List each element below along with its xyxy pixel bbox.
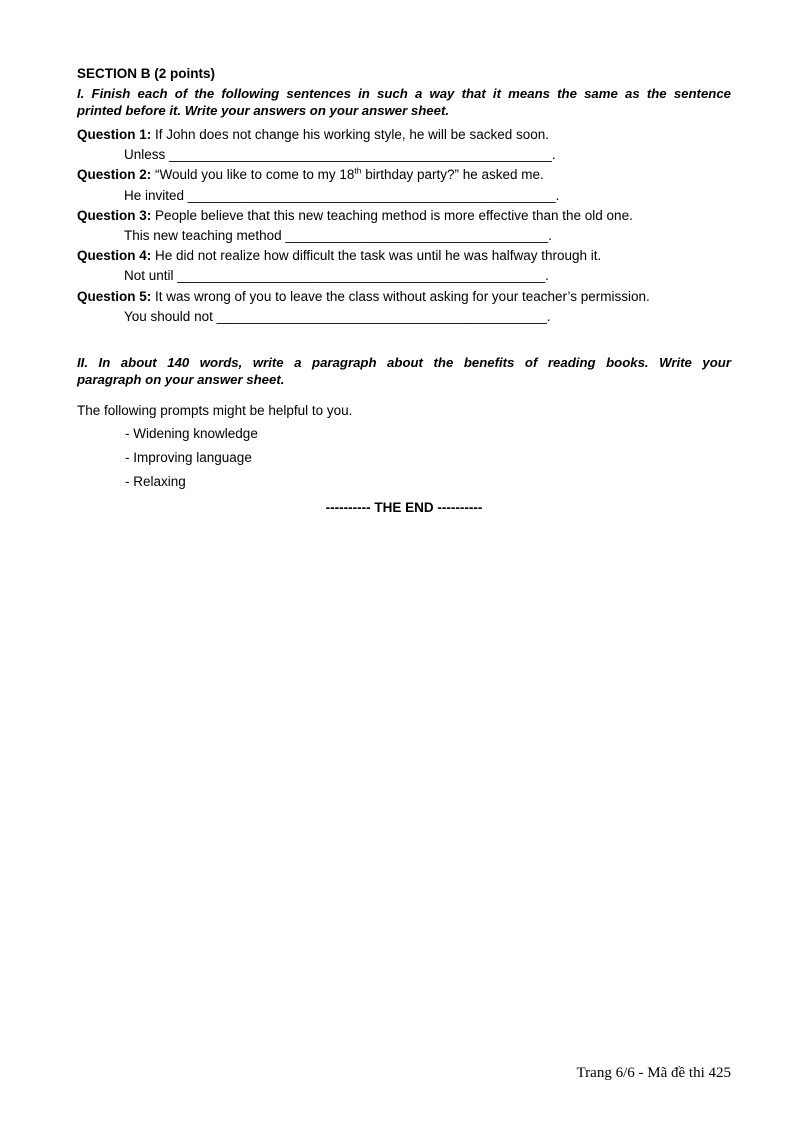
question-5-line <box>77 287 731 307</box>
question-4-line <box>77 246 731 266</box>
part2-instruction <box>77 355 731 388</box>
question-2-label: Question 2: <box>77 167 152 183</box>
question-3-answer-line: This new teaching method ___________________________________. <box>124 228 552 244</box>
ordinal-superscript: th <box>354 165 362 176</box>
question-1-line <box>77 125 731 145</box>
question-3-text: People believe that this new teaching method is more effective than the old one. <box>151 207 633 223</box>
question-5-text: It was wrong of you to leave the class without asking for your teacher’s permission. <box>151 288 650 304</box>
part1-instruction <box>77 86 731 119</box>
part1-instruction-line1: I. Finish each of the following sentences in such a way that it means the same as the sentence <box>77 86 731 101</box>
question-1-answer-line: Unless ___________________________________________________. <box>124 147 556 163</box>
question-1-text: If John does not change his working style, he will be sacked soon. <box>151 127 549 142</box>
prompts-list <box>77 422 731 494</box>
question-4-answer-line: Not until _________________________________________________. <box>124 268 549 284</box>
page-content <box>77 64 731 518</box>
question-2-text-pre: “Would you like to come to my 18 <box>151 167 355 183</box>
prompt-item-improving-language: - Improving language <box>125 450 252 466</box>
page-footer: Trang 6/6 - Mã đề thi 425 <box>576 1065 731 1081</box>
part2-instruction-line1: II. In about 140 words, write a paragraph about the benefits of reading books. Write your <box>77 355 731 371</box>
question-2-text-post: birthday party?” he asked me. <box>361 167 544 183</box>
prompt-item-relaxing: - Relaxing <box>125 474 186 490</box>
question-2-answer-line: He invited _________________________________________________. <box>124 187 560 203</box>
question-2-line <box>77 165 731 185</box>
part2-instruction-line2: paragraph on your answer sheet. <box>77 371 285 387</box>
questions-list <box>77 125 731 327</box>
prompts-intro: The following prompts might be helpful to you. <box>77 403 353 419</box>
question-5-label: Question 5: <box>77 288 152 304</box>
question-4-text: He did not realize how difficult the task was until he was halfway through it. <box>151 248 602 264</box>
question-4-label: Question 4: <box>77 248 152 264</box>
section-b-title: SECTION B (2 points) <box>77 66 215 81</box>
question-1-label: Question 1: <box>77 127 152 142</box>
the-end-marker: ---------- THE END ---------- <box>325 500 483 516</box>
question-3-label: Question 3: <box>77 207 152 223</box>
question-5-answer-line: You should not ____________________________________________. <box>124 308 551 324</box>
part1-instruction-line2: printed before it. Write your answers on your answer sheet. <box>77 102 450 118</box>
question-3-line <box>77 206 731 226</box>
prompt-item-widening-knowledge: - Widening knowledge <box>125 426 258 442</box>
